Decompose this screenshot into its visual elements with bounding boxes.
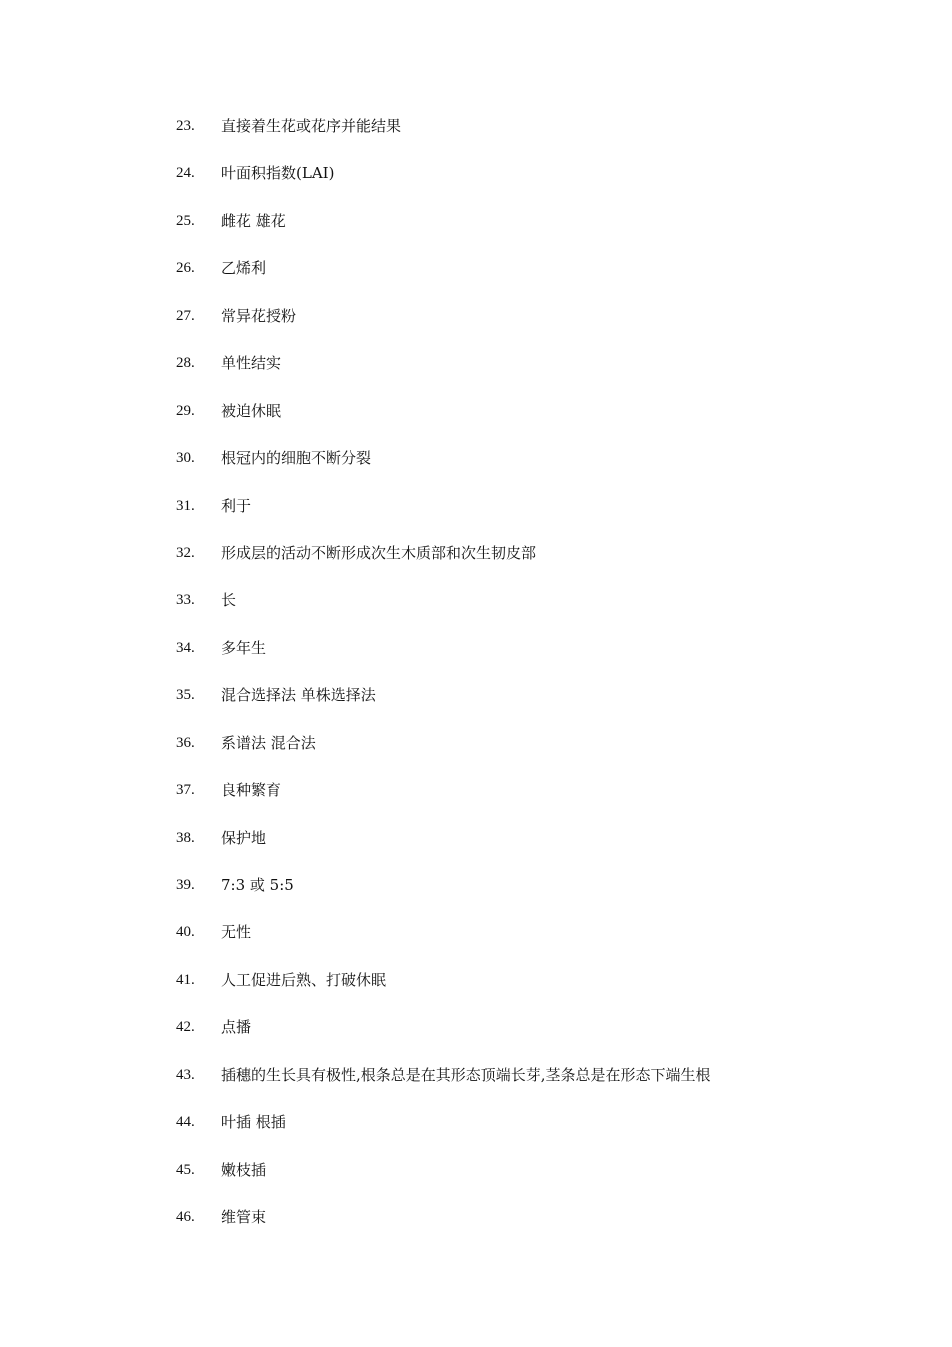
answer-item-30 (176, 446, 711, 493)
item-number: 27. (176, 307, 195, 324)
answer-item-34 (176, 636, 711, 683)
item-text: 形成层的活动不断形成次生木质部和次生韧皮部 (221, 543, 537, 562)
answer-item-43 (176, 1063, 711, 1110)
item-number: 44. (176, 1114, 195, 1131)
answer-item-46 (176, 1205, 711, 1252)
item-number: 29. (176, 402, 195, 419)
item-number: 40. (176, 924, 195, 941)
item-number: 33. (176, 592, 195, 609)
item-text: 根冠内的细胞不断分裂 (221, 449, 372, 468)
item-number: 36. (176, 734, 195, 751)
item-text: 多年生 (221, 638, 267, 657)
answer-item-45 (176, 1158, 711, 1205)
item-number: 46. (176, 1209, 195, 1226)
item-text: 叶插 根插 (221, 1113, 286, 1132)
item-number: 35. (176, 687, 195, 704)
item-text: 人工促进后熟、打破休眠 (221, 970, 387, 989)
item-number: 39. (176, 877, 195, 893)
answer-item-23 (176, 114, 711, 161)
item-text: 被迫休眠 (221, 401, 282, 420)
item-text: 混合选择法 单株选择法 (221, 686, 376, 705)
item-text: 乙烯利 (221, 259, 267, 278)
answer-item-42 (176, 1015, 711, 1062)
answer-item-32 (176, 541, 711, 588)
item-number: 34. (176, 639, 195, 656)
item-text: 单性结实 (221, 354, 282, 373)
answer-item-36 (176, 731, 711, 778)
item-number: 37. (176, 782, 195, 799)
answer-item-37 (176, 778, 711, 825)
item-number: 32. (176, 544, 195, 561)
item-text: 雌花 雄花 (221, 211, 286, 230)
item-number: 25. (176, 212, 195, 229)
item-text: 利于 (221, 496, 252, 515)
answer-item-31 (176, 494, 711, 541)
item-text: 常异花授粉 (221, 306, 297, 325)
item-text: 维管束 (221, 1208, 267, 1227)
answer-item-39 (176, 873, 711, 920)
item-text: 良种繁育 (221, 781, 282, 800)
answer-item-40 (176, 920, 711, 967)
answer-item-35 (176, 683, 711, 730)
item-text: 插穗的生长具有极性,根条总是在其形态顶端长芽,茎条总是在形态下端生根 (221, 1065, 711, 1084)
item-number: 30. (176, 450, 195, 467)
answer-item-44 (176, 1110, 711, 1157)
item-text: 7:3 或 5:5 (221, 876, 294, 894)
item-text: 保护地 (221, 828, 267, 847)
item-text: 直接着生花或花序并能结果 (221, 117, 402, 135)
item-number: 23. (176, 118, 195, 134)
answer-item-28 (176, 351, 711, 398)
answer-item-41 (176, 968, 711, 1015)
item-number: 42. (176, 1019, 195, 1036)
answer-item-38 (176, 826, 711, 873)
answer-item-27 (176, 304, 711, 351)
item-text: 叶面积指数(LAI) (221, 164, 335, 183)
item-number: 26. (176, 260, 195, 277)
item-number: 31. (176, 497, 195, 514)
item-number: 41. (176, 971, 195, 988)
answer-item-24 (176, 161, 711, 208)
item-text: 嫩枝插 (221, 1160, 267, 1179)
item-text: 长 (221, 591, 237, 610)
answer-item-25 (176, 209, 711, 256)
item-text: 系谱法 混合法 (221, 733, 316, 752)
item-number: 45. (176, 1161, 195, 1178)
item-number: 38. (176, 829, 195, 846)
answer-item-29 (176, 399, 711, 446)
item-text: 无性 (221, 923, 252, 942)
answer-item-33 (176, 588, 711, 635)
item-number: 43. (176, 1066, 195, 1083)
answer-item-26 (176, 256, 711, 303)
item-number: 28. (176, 355, 195, 372)
answer-list (176, 114, 711, 1253)
item-text: 点播 (221, 1018, 252, 1037)
item-number: 24. (176, 165, 195, 182)
